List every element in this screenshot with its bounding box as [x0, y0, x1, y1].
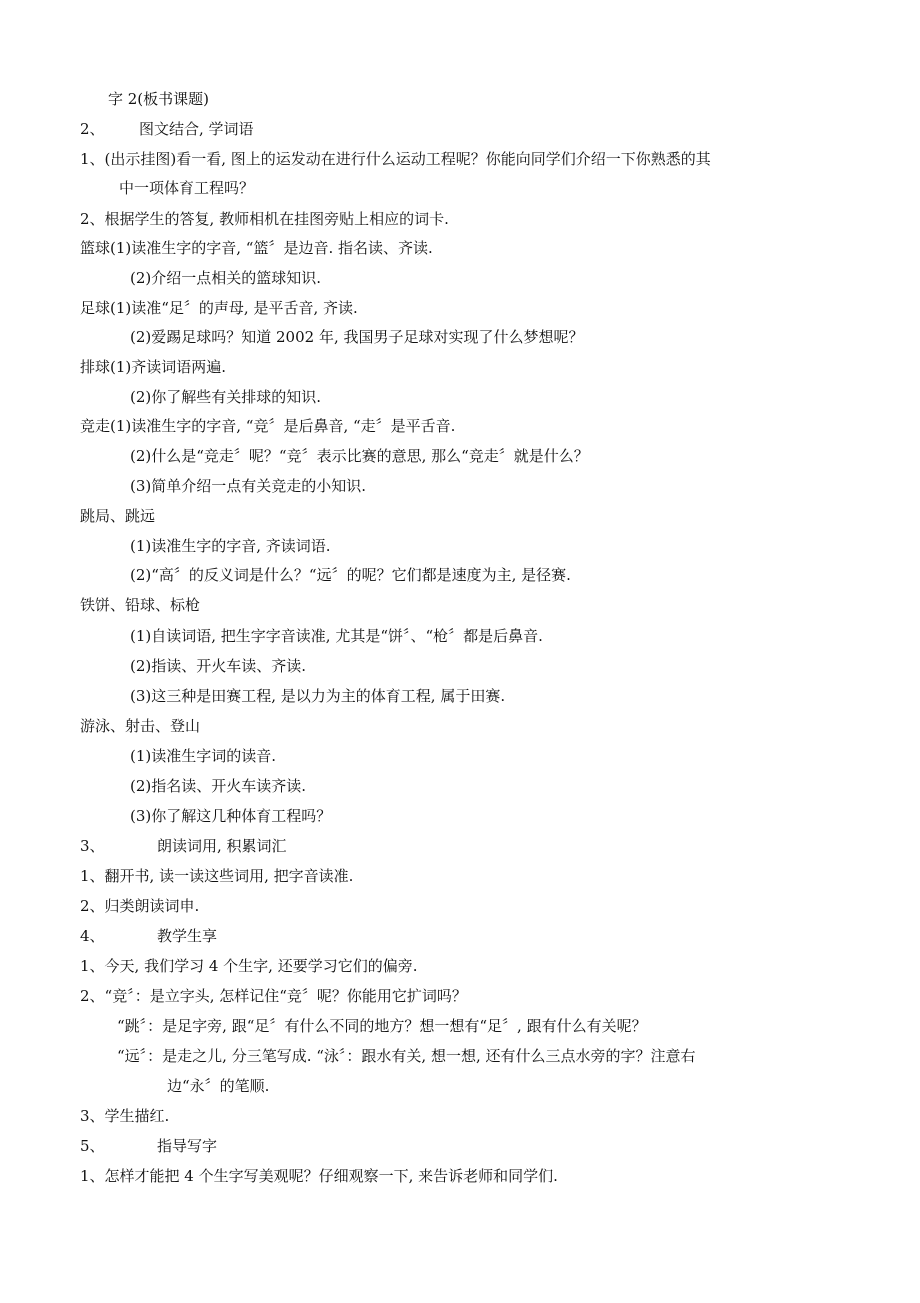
doc-line: “远〞：是走之儿, 分三笔写成. “泳〞：跟水有关, 想一想, 还有什么三点水旁的字？注意右 [117, 1047, 696, 1065]
doc-line: (2)介绍一点相关的篮球知识. [130, 269, 322, 287]
doc-line: 铁饼、铅球、标枪 [80, 596, 201, 614]
section-heading: 图文结合, 学词语 [139, 120, 254, 138]
doc-line: 竞走(1)读准生字的字音, “竞〞是后鼻音, “走〞是平舌音. [80, 417, 456, 435]
doc-line: 1、翻开书, 读一读这些词用, 把字音读准. [80, 867, 354, 885]
doc-line: 字 2(板书课题) [108, 90, 210, 108]
doc-line: (1)自读词语, 把生字字音读准, 尤其是“饼〞、“枪〞都是后鼻音. [130, 627, 543, 645]
section-heading: 指导写字 [157, 1137, 218, 1155]
doc-line: (2)你了解些有关排球的知识. [130, 388, 322, 406]
doc-line: 边“永〞的笔顺. [167, 1077, 270, 1095]
doc-line: (2)“高〞的反义词是什么？“远〞的呢？它们都是速度为主, 是径赛. [130, 566, 571, 584]
doc-line: (3)这三种是田赛工程, 是以力为主的体育工程, 属于田赛. [130, 687, 506, 705]
doc-line: “跳〞：是足字旁, 跟“足〞有什么不同的地方？想一想有“足〞, 跟有什么有关呢？ [117, 1017, 647, 1035]
doc-line: (2)爱踢足球吗？知道 2002 年, 我国男子足球对实现了什么梦想呢？ [130, 328, 584, 346]
doc-line: 1、今天, 我们学习 4 个生字, 还要学习它们的偏旁. [80, 957, 418, 975]
doc-line: 排球(1)齐读词语两遍. [80, 358, 227, 376]
doc-line: (2)指名读、开火车读齐读. [130, 777, 307, 795]
doc-line: 2、归类朗读词申. [80, 897, 200, 915]
doc-line: 足球(1)读准“足〞的声母, 是平舌音, 齐读. [80, 299, 358, 317]
doc-line: (2)什么是“竞走〞呢？“竞〞表示比赛的意思, 那么“竞走〞就是什么？ [130, 447, 589, 465]
doc-line: (2)指读、开火车读、齐读. [130, 657, 307, 675]
doc-line: 3、学生描红. [80, 1107, 170, 1125]
doc-line: (1)读准生字词的读音. [130, 747, 277, 765]
doc-line: 篮球(1)读准生字的字音, “篮〞是边音. 指名读、齐读. [80, 239, 433, 257]
doc-line: (3)简单介绍一点有关竞走的小知识. [130, 477, 367, 495]
section-number: 4、 [80, 927, 105, 945]
doc-line: 1、(出示挂图)看一看, 图上的运发动在进行什么运动工程呢？你能向同学们介绍一下你熟悉的其 [80, 150, 711, 168]
doc-line: 中一项体育工程吗？ [119, 179, 255, 197]
section-heading: 朗读词用, 积累词汇 [157, 837, 287, 855]
doc-line: (1)读准生字的字音, 齐读词语. [130, 537, 331, 555]
doc-line: 2、根据学生的答复, 教师相机在挂图旁贴上相应的词卡. [80, 210, 449, 228]
doc-line: 2、“竞〞：是立字头, 怎样记住“竞〞呢？你能用它扩词吗？ [80, 987, 467, 1005]
section-heading: 教学生享 [157, 927, 218, 945]
section-number: 5、 [80, 1137, 105, 1155]
doc-line: 跳局、跳远 [80, 507, 156, 525]
doc-line: 1、怎样才能把 4 个生字写美观呢？仔细观察一下, 来告诉老师和同学们. [80, 1167, 558, 1185]
doc-line: (3)你了解这几种体育工程吗？ [130, 807, 332, 825]
section-number: 2、 [80, 120, 105, 138]
section-number: 3、 [80, 837, 105, 855]
doc-line: 游泳、射击、登山 [80, 717, 201, 735]
